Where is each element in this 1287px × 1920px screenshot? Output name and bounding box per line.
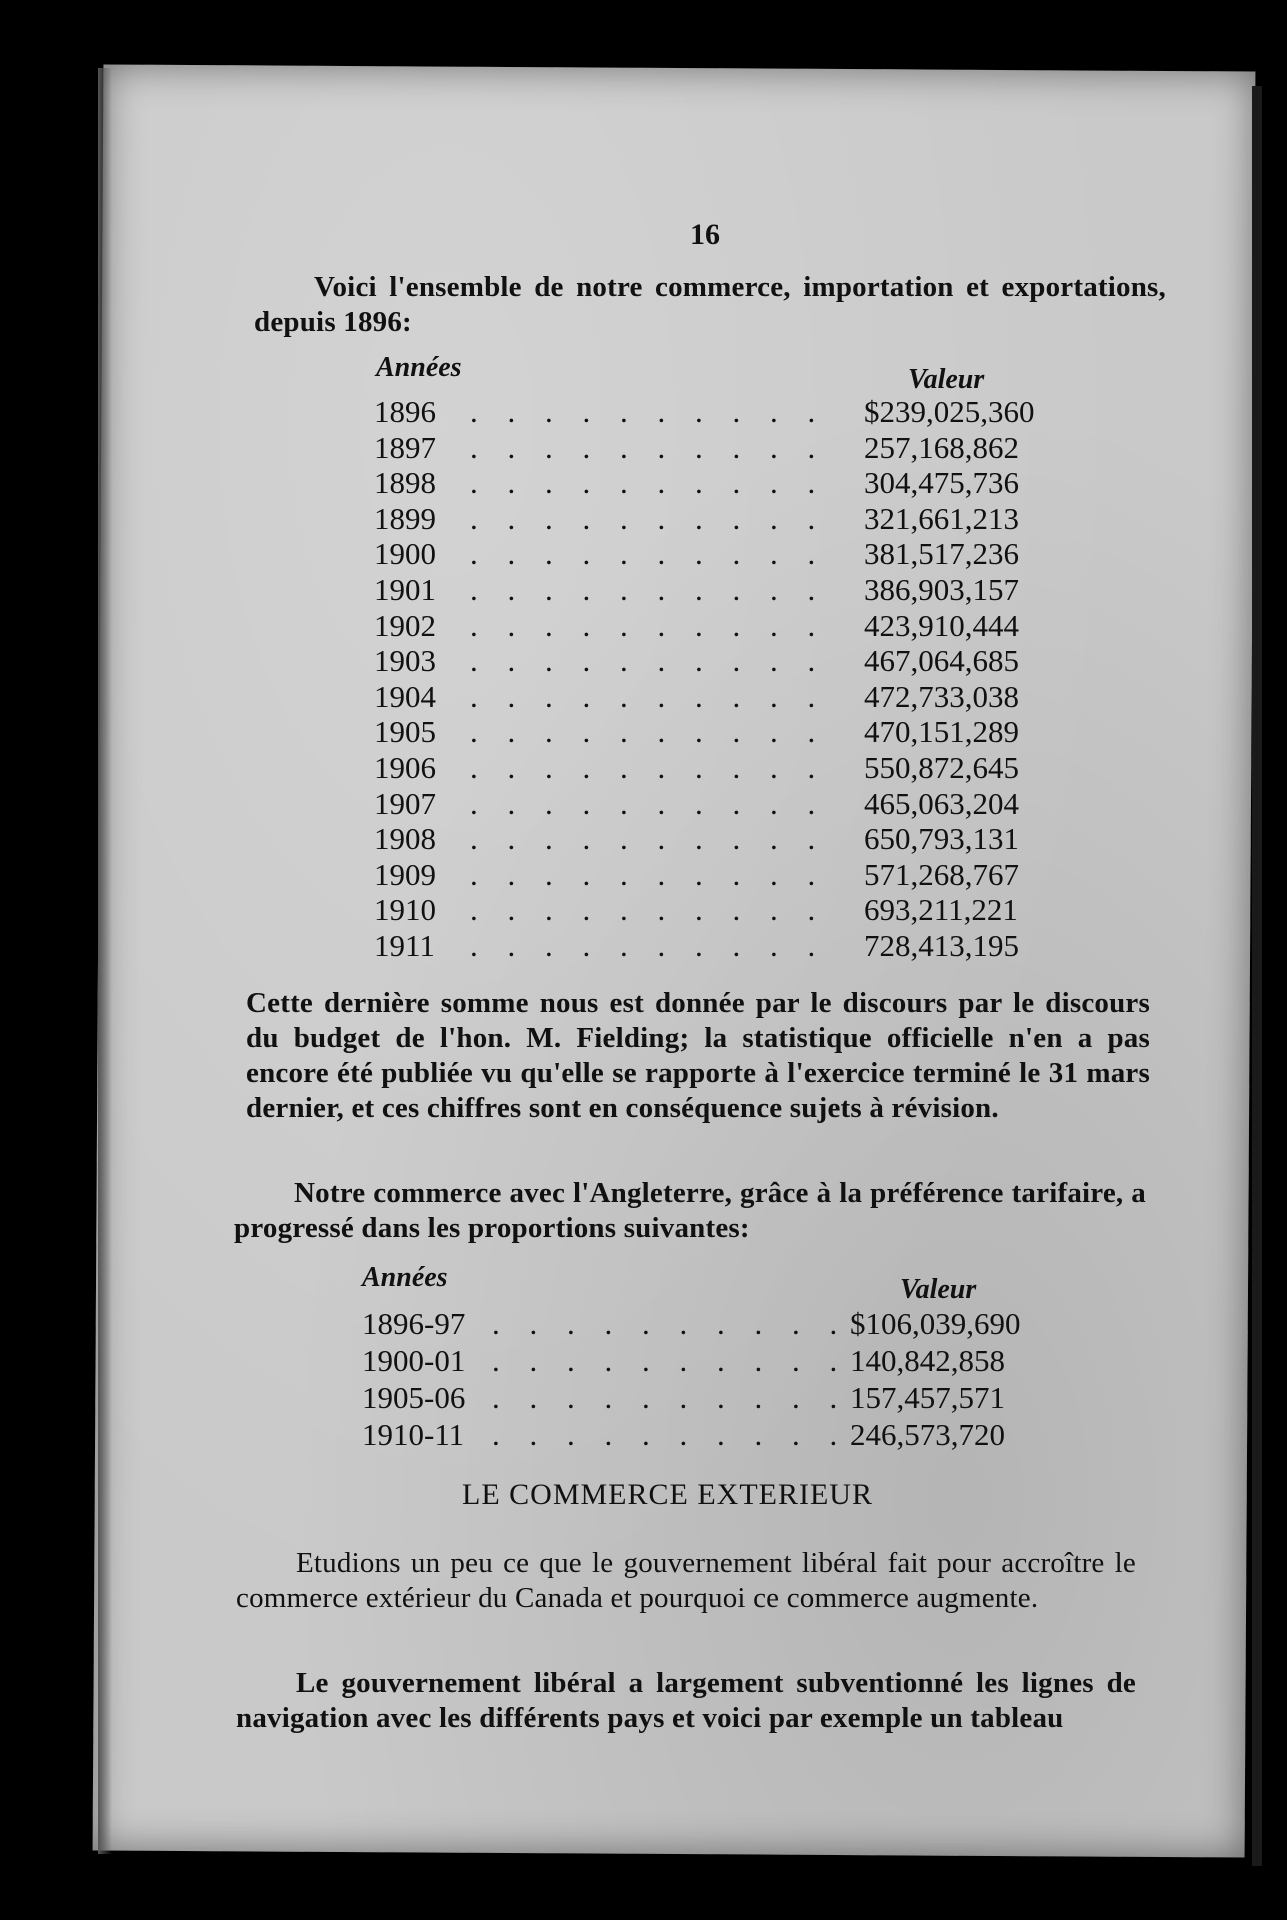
intro-paragraph <box>254 270 1166 340</box>
dot-leader: . . . . . . . . . . <box>470 856 827 892</box>
note-text: Cette dernière somme nous est donnée par le discours par le discours du budget de l'hon. M. Fielding; la statistique officielle n'en a pas encore été publiée vu qu'elle se rapporte à l'exercice terminé le 31 mars dernier, et ces chiffres sont en conséquence sujets à révision. <box>246 987 1150 1124</box>
row-year: 1902 <box>374 607 436 643</box>
page-number: 16 <box>690 218 720 251</box>
row-value: 465,063,204 <box>864 785 1019 821</box>
row-year: 1897 <box>374 429 436 465</box>
row-value: 650,793,131 <box>864 821 1019 857</box>
row-value: 728,413,195 <box>864 928 1019 963</box>
row-value: 472,733,038 <box>864 678 1019 714</box>
row-year: 1905 <box>374 714 436 750</box>
table-row <box>374 714 1074 750</box>
table-row <box>374 465 1074 501</box>
row-value: 423,910,444 <box>864 607 1019 643</box>
intro-text: Voici l'ensemble de notre commerce, importation et exportations, depuis 1896: <box>254 271 1166 338</box>
england-text: Notre commerce avec l'Angleterre, grâce à la préférence tarifaire, a progressé dans les proportions suivantes: <box>234 1177 1146 1244</box>
row-value: 693,211,221 <box>864 892 1018 928</box>
dot-leader: . . . . . . . . . . <box>470 536 827 572</box>
page-left-edge-shadow <box>98 68 112 1854</box>
row-value: 246,573,720 <box>850 1417 1005 1452</box>
row-value: 386,903,157 <box>864 572 1019 607</box>
study-paragraph <box>236 1546 1136 1616</box>
england-paragraph <box>234 1176 1146 1246</box>
dot-leader: . . . . . . . . . . <box>470 465 827 501</box>
study-text: Etudions un peu ce que le gouvernement libéral fait pour accroître le commerce extérieur du Canada et pourquoi ce commerce augmente. <box>236 1547 1136 1614</box>
row-value: 571,268,767 <box>864 856 1019 892</box>
row-value: 304,475,736 <box>864 465 1019 501</box>
row-value: 381,517,236 <box>864 536 1019 572</box>
lines-paragraph <box>236 1666 1136 1736</box>
table-row <box>374 786 1074 822</box>
table-row <box>362 1380 1082 1416</box>
table1-header-value: Valeur <box>908 364 985 395</box>
row-value: $106,039,690 <box>850 1306 1021 1341</box>
dot-leader: . . . . . . . . . . <box>492 1306 849 1341</box>
table1-header-year: Années <box>376 352 462 383</box>
row-value: 321,661,213 <box>864 500 1019 536</box>
table-row <box>374 857 1074 893</box>
dot-leader: . . . . . . . . . . <box>492 1380 849 1415</box>
dot-leader: . . . . . . . . . . <box>470 607 827 643</box>
row-year: 1898 <box>374 465 436 501</box>
row-value: 467,064,685 <box>864 643 1019 679</box>
table-row <box>374 928 1074 964</box>
row-value: 257,168,862 <box>864 429 1019 465</box>
row-year: 1900-01 <box>362 1343 466 1378</box>
row-year: 1905-06 <box>362 1380 466 1415</box>
lines-text: Le gouvernement libéral a largement subventionné les lignes de navigation avec les différents pays et voici par exemple un tableau <box>236 1667 1136 1734</box>
note-paragraph <box>246 986 1150 1126</box>
dot-leader: . . . . . . . . . . <box>470 714 827 750</box>
row-value: 157,457,571 <box>850 1380 1005 1415</box>
dot-leader: . . . . . . . . . . <box>470 678 827 714</box>
row-value: 470,151,289 <box>864 714 1019 750</box>
row-year: 1900 <box>374 536 436 572</box>
table-row <box>374 750 1074 786</box>
dot-leader: . . . . . . . . . . <box>470 643 827 679</box>
row-year: 1899 <box>374 500 436 536</box>
row-year: 1911 <box>374 928 435 963</box>
table-row <box>374 892 1074 928</box>
row-year: 1896 <box>374 394 436 429</box>
row-value: 550,872,645 <box>864 750 1019 785</box>
row-year: 1896-97 <box>362 1306 466 1341</box>
dot-leader: . . . . . . . . . . <box>492 1417 849 1452</box>
dot-leader: . . . . . . . . . . <box>470 892 827 928</box>
table-row <box>362 1417 1082 1453</box>
table-row <box>362 1343 1082 1379</box>
row-year: 1903 <box>374 643 436 679</box>
dot-leader: . . . . . . . . . . <box>470 821 827 857</box>
table-row <box>374 394 1074 430</box>
table-row <box>374 608 1074 644</box>
table-row <box>374 501 1074 537</box>
dot-leader: . . . . . . . . . . <box>470 750 827 785</box>
table-row <box>374 643 1074 679</box>
table-row <box>374 430 1074 466</box>
table-row <box>374 679 1074 715</box>
row-year: 1910 <box>374 892 436 928</box>
row-year: 1909 <box>374 856 436 892</box>
section-heading: LE COMMERCE EXTERIEUR <box>462 1478 873 1511</box>
table2-header-value: Valeur <box>900 1274 977 1305</box>
dot-leader: . . . . . . . . . . <box>492 1343 849 1378</box>
dot-leader: . . . . . . . . . . <box>470 572 827 607</box>
dot-leader: . . . . . . . . . . <box>470 429 827 465</box>
binding-edge <box>1252 86 1262 1866</box>
table2-header-year: Années <box>362 1262 448 1293</box>
dot-leader: . . . . . . . . . . <box>470 785 827 821</box>
dot-leader: . . . . . . . . . . <box>470 928 827 963</box>
row-value: 140,842,858 <box>850 1343 1005 1378</box>
dot-leader: . . . . . . . . . . <box>470 500 827 536</box>
row-year: 1906 <box>374 750 436 785</box>
row-year: 1901 <box>374 572 436 607</box>
row-year: 1910-11 <box>362 1417 465 1452</box>
dot-leader: . . . . . . . . . . <box>470 394 827 429</box>
row-year: 1908 <box>374 821 436 857</box>
table-row <box>374 821 1074 857</box>
table-row <box>362 1306 1082 1342</box>
row-year: 1904 <box>374 678 436 714</box>
table-row <box>374 536 1074 572</box>
row-year: 1907 <box>374 785 436 821</box>
table-row <box>374 572 1074 608</box>
row-value: $239,025,360 <box>864 394 1035 429</box>
